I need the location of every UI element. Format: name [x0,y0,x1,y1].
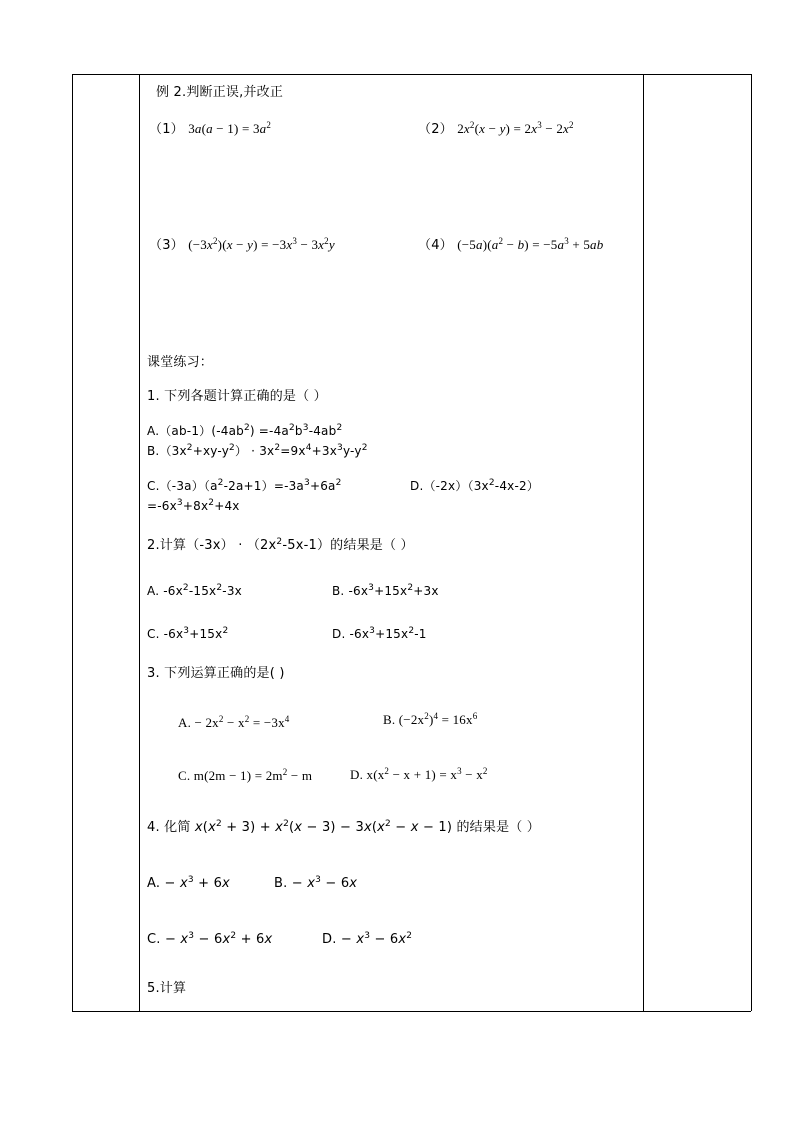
q4-option-b: B. − $x^3 - 6x$ [274,875,358,891]
q3-stem: 3. 下列运算正确的是( ) [147,666,285,681]
q2-option-b: B. $-6x^3+15x^2+3x$ [332,583,439,598]
q3-option-b: B. $(-2x^2)^4 = 16x^6$ [383,711,478,727]
column-divider-2 [643,74,644,1011]
column-divider-1 [139,74,140,1011]
example-item-2 [418,121,574,138]
q1-option-a: $A.(ab-1)(-4ab^2) =-4a^2b^3-4ab^2$ [147,423,343,438]
q2-option-d: D. $-6x^3+15x^2-1$ [332,626,427,641]
q2-stem: 2.计算$(-3x) \cdot (2x^2-5x-1)$的结果是（ ） [147,537,414,553]
q3-option-a: A. − $2x^2 - x^2 = -3x^4$ [178,714,290,730]
example-item-label: （4） [418,238,453,253]
table-right-border [751,74,752,1011]
example-item-expr: $(-3x^2)(x - y) = -3x^3 - 3x^2y$ [188,236,335,252]
example-item-3 [149,237,335,254]
example-item-label: （2） [418,122,453,137]
q2-option-c: C. $-6x^3+15x^2$ [147,626,229,641]
example-item-1 [149,121,271,138]
example-item-label: （1） [149,122,184,137]
q1-option-d-line2: $=-6x^3+8x^2+4x$ [147,498,240,513]
q4-option-c: C. − $x^3 - 6x^2 + 6x$ [147,931,273,947]
q1-option-d-line1: $D.(-2x)(3x^2-4x-2)$ [410,478,540,493]
table-bottom-border [72,1011,751,1012]
q1-stem: 1. 下列各题计算正确的是（ ） [147,389,327,404]
practice-heading: 课堂练习： [147,355,214,370]
q3-option-d: D. $x(x^2 - x + 1) = x^3 - x^2$ [350,766,488,782]
q4-option-a: A. − $x^3 + 6x$ [147,875,230,891]
q3-option-c: C. $m(2m - 1) = 2m^2 - m$ [178,767,313,783]
q1-option-b: $B.(3x^2+xy-y^2) \cdot 3x^2=9x^4+3x^3y-y^2$ [147,443,368,458]
table-top-border [72,74,751,75]
example-title: 例 2.判断正误,并改正 [156,85,284,100]
example-item-expr: $3a(a - 1) = 3a^2$ [188,120,272,136]
example-item-expr: $(-5a)(a^2 - b) = -5a^3 + 5ab$ [457,236,604,252]
example-item-4 [418,237,603,254]
q4-option-d: D. − $x^3 - 6x^2$ [322,931,413,947]
q5-stem: 5.计算 [147,981,187,996]
example-item-label: （3） [149,238,184,253]
example-item-expr: $2x^2(x - y) = 2x^3 - 2x^2$ [457,120,574,136]
q1-option-c: $C.(-3a)(a^2-2a+1)=-3a^3+6a^2$ [147,478,342,493]
q4-stem: 4. 化简 $x(x^2 + 3) + x^2(x - 3) - 3x(x^2 - x - 1)$ 的结果是（ ） [147,819,541,835]
q2-option-a: A. $-6x^2-15x^2-3x$ [147,583,242,598]
table-left-border [72,74,73,1011]
